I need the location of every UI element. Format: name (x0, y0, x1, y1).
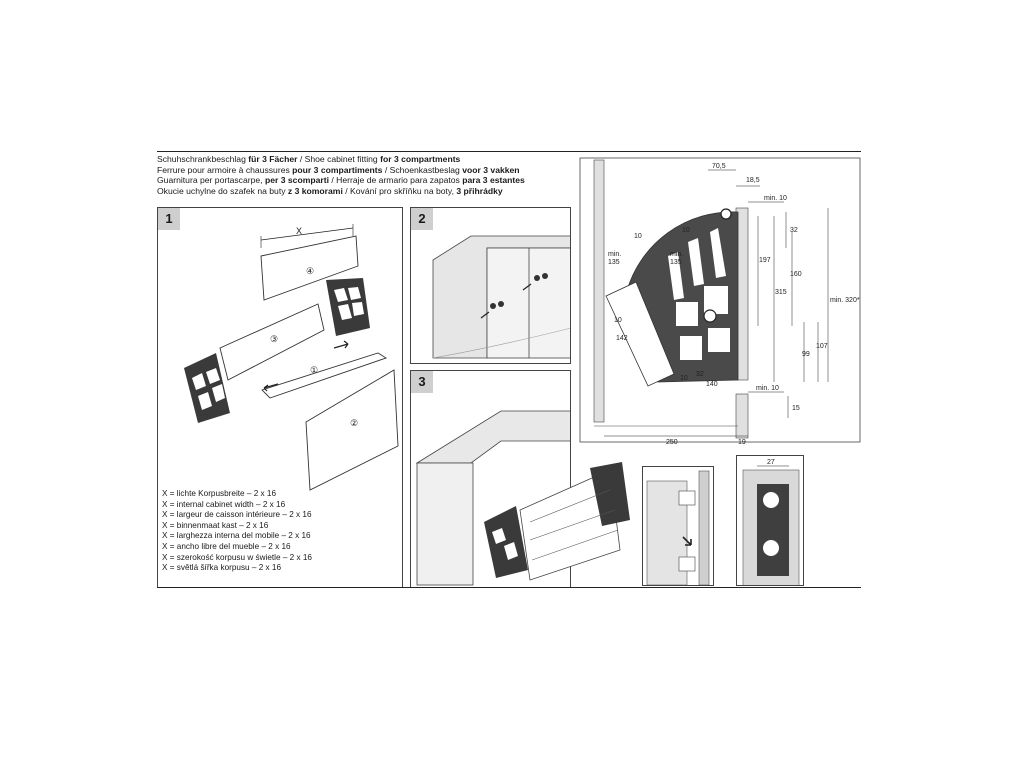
detail-cross-section-drawing (737, 456, 804, 586)
dim-min10-top: min. 10 (764, 195, 787, 202)
dim-18-5: 18,5 (746, 177, 760, 184)
panel-2-drawing (411, 208, 571, 364)
dim-142: 142 (616, 335, 628, 342)
dim-min320: min. 320* (830, 297, 860, 304)
left-bracket (184, 353, 230, 423)
dim-99: 99 (802, 351, 810, 358)
x-legend-line-8: X = světlá šířka korpusu – 2 x 16 (162, 563, 282, 573)
dim-140: 140 (706, 381, 718, 388)
dim-15: 15 (792, 405, 800, 412)
dim-10-c: 10 (614, 317, 622, 324)
panel-3-number: 3 (411, 371, 433, 393)
x-legend-line-4: X = binnenmaat kast – 2 x 16 (162, 520, 269, 530)
part-2-front-panel (306, 370, 398, 490)
dim-min10-bottom: min. 10 (756, 385, 779, 392)
panel-3-fitting-drawing (470, 450, 630, 590)
dim-160: 160 (790, 271, 802, 278)
dim-x-label: X (296, 226, 303, 236)
dim-10-d: 10 (680, 375, 688, 382)
part-4-label: ④ (306, 266, 315, 276)
x-legend-line-5: X = larghezza interna del mobile – 2 x 16 (162, 531, 311, 541)
detail-panel-hinge (642, 466, 714, 586)
panel-1-assembly (157, 207, 403, 588)
dim-107: 107 (816, 343, 828, 350)
panel-2-number: 2 (411, 208, 433, 230)
header-line-4: Okucie uchylne do szafek na buty z 3 komorami / Kování pro skříňku na boty, 3 přihrádky (157, 185, 503, 196)
dim-10-b: 10 (682, 227, 690, 234)
header-line-2: Ferrure pour armoire à chaussures pour 3 compartiments / Schoenkastbeslag voor 3 vakken (157, 164, 520, 175)
dim-32-top: 32 (790, 227, 798, 234)
dim-27: 27 (767, 459, 775, 466)
dim-197: 197 (759, 257, 771, 264)
top-rule (157, 151, 861, 152)
technical-drawing (578, 156, 864, 446)
x-legend-line-7: X = szerokość korpusu w świetle – 2 x 16 (162, 552, 312, 562)
detail-panel-cross-section (736, 455, 804, 586)
x-legend-line-6: X = ancho libre del mueble – 2 x 16 (162, 541, 291, 551)
part-1-label: ① (310, 365, 319, 375)
right-bracket (326, 278, 370, 336)
detail-hinge-drawing (643, 467, 714, 586)
dim-250: 250 (666, 439, 678, 446)
part-2-label: ② (350, 418, 359, 428)
dim-19: 19 (738, 439, 746, 446)
dim-32-bottom: 32 (696, 371, 704, 378)
panel-2-cabinet-hinges (410, 207, 571, 364)
dim-315: 315 (775, 289, 787, 296)
x-legend (162, 489, 312, 574)
x-legend-line-3: X = largeur de caisson intérieure – 2 x 16 (162, 510, 312, 520)
dim-min-135-b-value: 135 (670, 259, 682, 266)
bottom-rule (157, 587, 861, 588)
x-legend-line-2: X = internal cabinet width – 2 x 16 (162, 499, 286, 509)
dim-min-135-b-label: min. (670, 251, 684, 258)
dim-70-5: 70,5 (712, 163, 726, 170)
dim-10-a: 10 (634, 233, 642, 240)
panel-1-number: 1 (158, 208, 180, 230)
header-text (157, 154, 587, 196)
dim-min-135-a-label: min. (608, 251, 622, 258)
header-line-1: Schuhschrankbeschlag für 3 Fächer / Shoe cabinet fitting for 3 compartments (157, 154, 461, 164)
header-line-3: Guarnitura per portascarpe, per 3 scomparti / Herraje de armario para zapatos para 3 estantes (157, 175, 525, 186)
part-3-label: ③ (270, 334, 279, 344)
x-legend-line-1: X = lichte Korpusbreite – 2 x 16 (162, 489, 277, 498)
dim-min-135-a-value: 135 (608, 259, 620, 266)
